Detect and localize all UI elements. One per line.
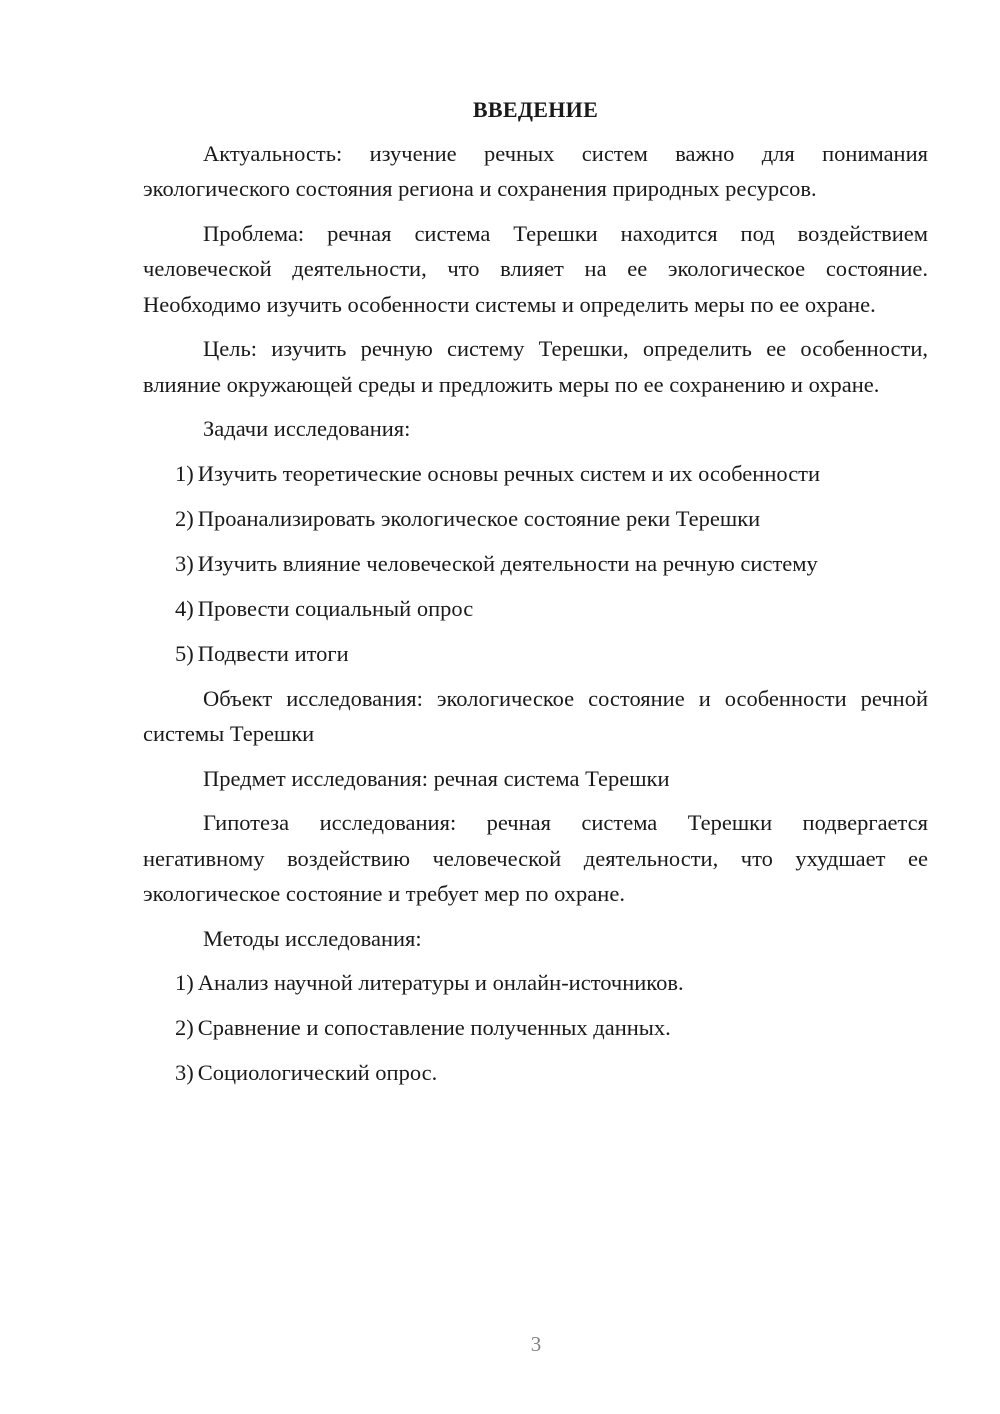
list-item-text: Изучить влияние человеческой деятельности на речную систему [197,550,818,576]
list-item-number: 1) [175,460,194,486]
list-item-number: 2) [175,505,194,531]
list-item [143,1010,928,1046]
list-item [143,501,928,537]
list-item [143,636,928,672]
list-item-text: Анализ научной литературы и онлайн-источников. [197,970,684,995]
list-item [143,546,928,582]
relevance-paragraph: Актуальность: изучение речных систем важно для понимания экологического состояния региона и сохранения природных ресурсов. [143,140,928,201]
list-item-number: 5) [175,640,194,666]
list-item [143,965,928,1001]
hypothesis-paragraph: Гипотеза исследования: речная система Терешки подвергается негативному воздействию человеческой деятельности, что ухудшает ее экологическое состояние и требует мер по охране. [143,810,928,906]
list-item-number: 2) [175,1015,194,1040]
problem-paragraph: Проблема: речная система Терешки находится под воздействием человеческой деятельности, что влияет на ее экологическое состояние. Необходимо изучить особенности системы и определить меры по ее охране. [143,220,928,317]
list-item-text: Проанализировать экологическое состояние реки Терешки [197,505,761,531]
page-number: 3 [530,1332,542,1356]
list-item-number: 3) [175,550,194,576]
tasks-heading: Задачи исследования: [203,416,411,441]
methods-list [143,965,928,1091]
object-paragraph: Объект исследования: экологическое состояние и особенности речной системы Терешки [143,685,928,746]
subject-paragraph: Предмет исследования: речная система Терешки [203,765,670,791]
list-item-text: Изучить теоретические основы речных систем и их особенности [197,460,821,486]
goal-paragraph: Цель: изучить речную систему Терешки, определить ее особенности, влияние окружающей среды и предложить меры по ее сохранению и охране. [143,336,928,397]
list-item-text: Провести социальный опрос [197,595,474,621]
page-content [143,92,928,1100]
section-title: ВВЕДЕНИЕ [472,97,599,122]
list-item-text: Сравнение и сопоставление полученных данных. [197,1015,671,1040]
tasks-list [143,456,928,672]
list-item [143,1055,928,1091]
methods-heading: Методы исследования: [203,925,422,951]
list-item-text: Подвести итоги [197,640,349,666]
list-item-number: 1) [175,970,194,995]
list-item [143,591,928,627]
list-item-number: 3) [175,1060,194,1085]
list-item-text: Социологический опрос. [197,1060,438,1085]
list-item [143,456,928,492]
list-item-number: 4) [175,595,194,621]
